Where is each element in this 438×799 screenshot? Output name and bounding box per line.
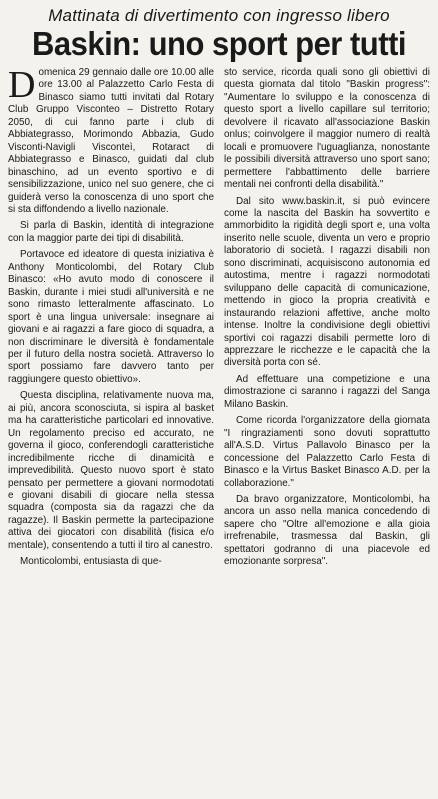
paragraph: Da bravo organizzatore, Monticolombi, ha ancora un asso nella manica concedendo di sapere cho "Oltre all'emozione e alla gioia irrefrenabile, trasmessa dal Baskin, gli spettatori godranno di una piacevole ed emozionante sorpresa". (224, 493, 430, 568)
paragraph: sto service, ricorda quali sono gli obiettivi di questa giornata dal titolo "Baskin progress": "Aumentare lo sviluppo e la conoscenza di questo sport a livello capillare sul territorio; devolvere il ricavato all'associazione Baskin onlus; coinvolgere il maggior numero di realtà locali e promuovere l'uguaglianza, nonostante le possibili diversità attraverso uno sport sano; permettere l'abbattimento delle barriere mentali nei confronti della disabilità." (224, 67, 430, 191)
column-left (8, 64, 214, 573)
paragraph: Questa disciplina, relativamente nuova ma, ai più, ancora sconosciuta, si ispira al basket ma ha caratteristiche particolari ed innovative. Un regolamento preciso ed accurato, ne governa il gioco, conferendogli caratteristiche incredibilmente ricche di dinamicità e imprevedibilità. Questo nuovo sport è stato pensato per permettere a giovani normodotati e giovani disabili di giocare nella stessa squadra (composta sia da ragazzi che da ragazze). Il Baskin permette la partecipazione attiva dei giocatori con disabilità (fisica e/o mentale), consentendo a tutti il tiro al canestro. (8, 390, 214, 551)
article-headline: Baskin: uno sport per tutti (32, 24, 406, 63)
paragraph: Portavoce ed ideatore di questa iniziativa è Anthony Monticolombi, del Rotary Club Binasco: «Ho avuto modo di conoscere il Baskin, durante i miei studi all'università e ne sono rimasto letteralmente affascinato. Lo sport è una lingua universale: insegnare ai giovani e ai ragazzi a fare gioco di squadra, a non discriminare le diversità è fondamentale per il futuro della nostra società. Attraverso lo sport possiamo fare davvero tanto per raggiungere questo obiettivo». (8, 249, 214, 385)
paragraph (8, 64, 214, 216)
paragraph-text: omenica 29 gennaio dalle ore 10.00 alle ore 13.00 al Palazzetto Carlo Festa di Binasco siamo tutti invitati dal Rotary Club Gruppo Visconteo – Distretto Rotary 2050, di cui fanno parte i club di Abbiategrasso, Morimondo Abbazia, Gudo Visconti-Navigli Visconteì, Rotaract di Abbiategrasso e Binasco, guidati dal club binaschino, ad un evento sportivo e di sensibilizzazione, unico nel suo genere, che ci guiderà verso la conoscenza di uno sport che si sta diffondendo a livello nazionale. (8, 67, 214, 215)
paragraph: Si parla di Baskin, identità di integrazione con la maggior parte dei tipi di disabilità. (8, 220, 214, 244)
paragraph: Dal sito www.baskin.it, si può evincere come la nascita del Baskin ha sovvertito e ammorbidito la rigidità degli sport e, una volta inserito nelle scuole, diventa un vero e proprio laboratorio di società. I ragazzi disabili non sono discriminati, acquisiscono autonomia ed autostima, mentre i ragazzi normodotati sviluppano delle capacità di comunicazione, mettendo in gioco la propria creatività e instaurando relazioni affettive, anche molto intense. Inoltre la condivisione degli obiettivi sportivi coi ragazzi disabili permette loro di apprezzare le ricchezze e le capacità che la diversità porta con sé. (224, 195, 430, 369)
paragraph: Monticolombi, entusiasta di que- (20, 556, 162, 568)
paragraph: Come ricorda l'organizzatore della giornata "I ringraziamenti sono dovuti soprattutto all'A.S.D. Virtus Pallavolo Binasco per la concessione del Palazzetto Carlo Festa di Binasco e la Virtus Basket Binasco A.D. per la collaborazione." (224, 415, 430, 489)
paragraph: Ad effettuare una competizione e una dimostrazione ci saranno i ragazzi del Sanga Milano Baskin. (224, 373, 430, 410)
column-right (224, 67, 430, 573)
article-kicker: Mattinata di divertimento con ingresso libero (48, 6, 390, 25)
article-body (8, 64, 430, 573)
drop-cap: D (8, 64, 36, 106)
